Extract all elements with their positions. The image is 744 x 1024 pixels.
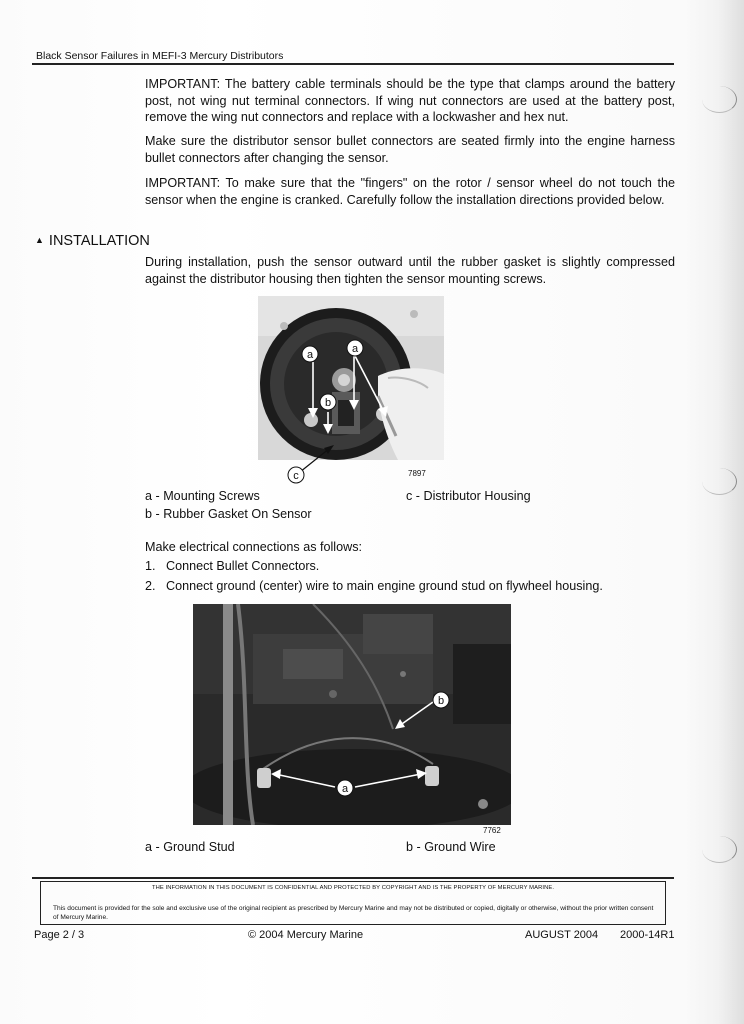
step-1-number: 1. [145,559,156,573]
installation-heading-text: INSTALLATION [48,233,150,249]
connector-paragraph: Make sure the distributor sensor bullet connectors are seated firmly into the engine harness bullet connectors after changing the sensor. [145,134,675,165]
callout-c-label: c [293,470,299,482]
step-1-text: Connect Bullet Connectors. [166,559,320,573]
footer-divider [32,877,674,879]
installation-heading [35,233,150,249]
figure2-number: 7762 [483,826,501,835]
important-fingers-paragraph: IMPORTANT: To make sure that the "fingers" on the rotor / sensor wheel do not touch the sensor when the engine is cranked. Carefully follow the installation directions provided below. [145,176,675,207]
figure2-callouts [193,604,511,825]
step-2-text: Connect ground (center) wire to main engine ground stud on flywheel housing. [166,579,603,593]
document-code: 2000-14R1 [620,929,675,941]
step-2-number: 2. [145,579,156,593]
legend-mounting-screws: a - Mounting Screws [145,489,260,503]
page-number: Page 2 / 3 [34,929,85,941]
page-edge-shadow [718,0,744,1024]
copyright: © 2004 Mercury Marine [248,929,364,941]
figure1-number: 7897 [408,469,426,478]
usage-notice: This document is provided for the sole and exclusive use of the original recipient as prescribed by Mercury Marine and may not be distributed or copied, digitally or otherwise, without the prior written consent of Mercury Marine. [53,905,654,921]
publication-date: AUGUST 2004 [525,929,599,941]
important-battery-paragraph: IMPORTANT: The battery cable terminals should be the type that clamps around the battery post, not wing nut terminal connectors. If wing nut connectors are used at the battery post, remove the wing nut connectors and replace with a lockwasher and hex nut. [145,77,675,124]
binder-hole [702,86,737,113]
callout-b-label: b [437,695,445,707]
legend-distributor-housing: c - Distributor Housing [406,489,531,503]
callout-a-label: a [306,349,314,361]
installation-paragraph: During installation, push the sensor outward until the rubber gasket is slightly compressed against the distributor housing then tighten the sensor mounting screws. [145,255,675,286]
callout-a-label: a [341,783,349,795]
legend-ground-wire: b - Ground Wire [406,840,496,854]
section-triangle-icon: ▲ [35,235,44,245]
callout-a-label: a [351,343,359,355]
binder-hole [702,468,737,495]
header-divider [32,63,674,65]
legend-rubber-gasket: b - Rubber Gasket On Sensor [145,507,312,521]
confidentiality-statement: THE INFORMATION IN THIS DOCUMENT IS CONFIDENTIAL AND PROTECTED BY COPYRIGHT AND IS THE PROPERTY OF MERCURY MARINE. [151,885,555,891]
confidentiality-notice-box [40,881,666,925]
document-header-title: Black Sensor Failures in MEFI-3 Mercury Distributors [36,50,284,62]
connections-intro: Make electrical connections as follows: [145,540,362,554]
callout-b-label: b [324,397,332,409]
binder-hole [702,836,737,863]
legend-ground-stud: a - Ground Stud [145,840,235,854]
